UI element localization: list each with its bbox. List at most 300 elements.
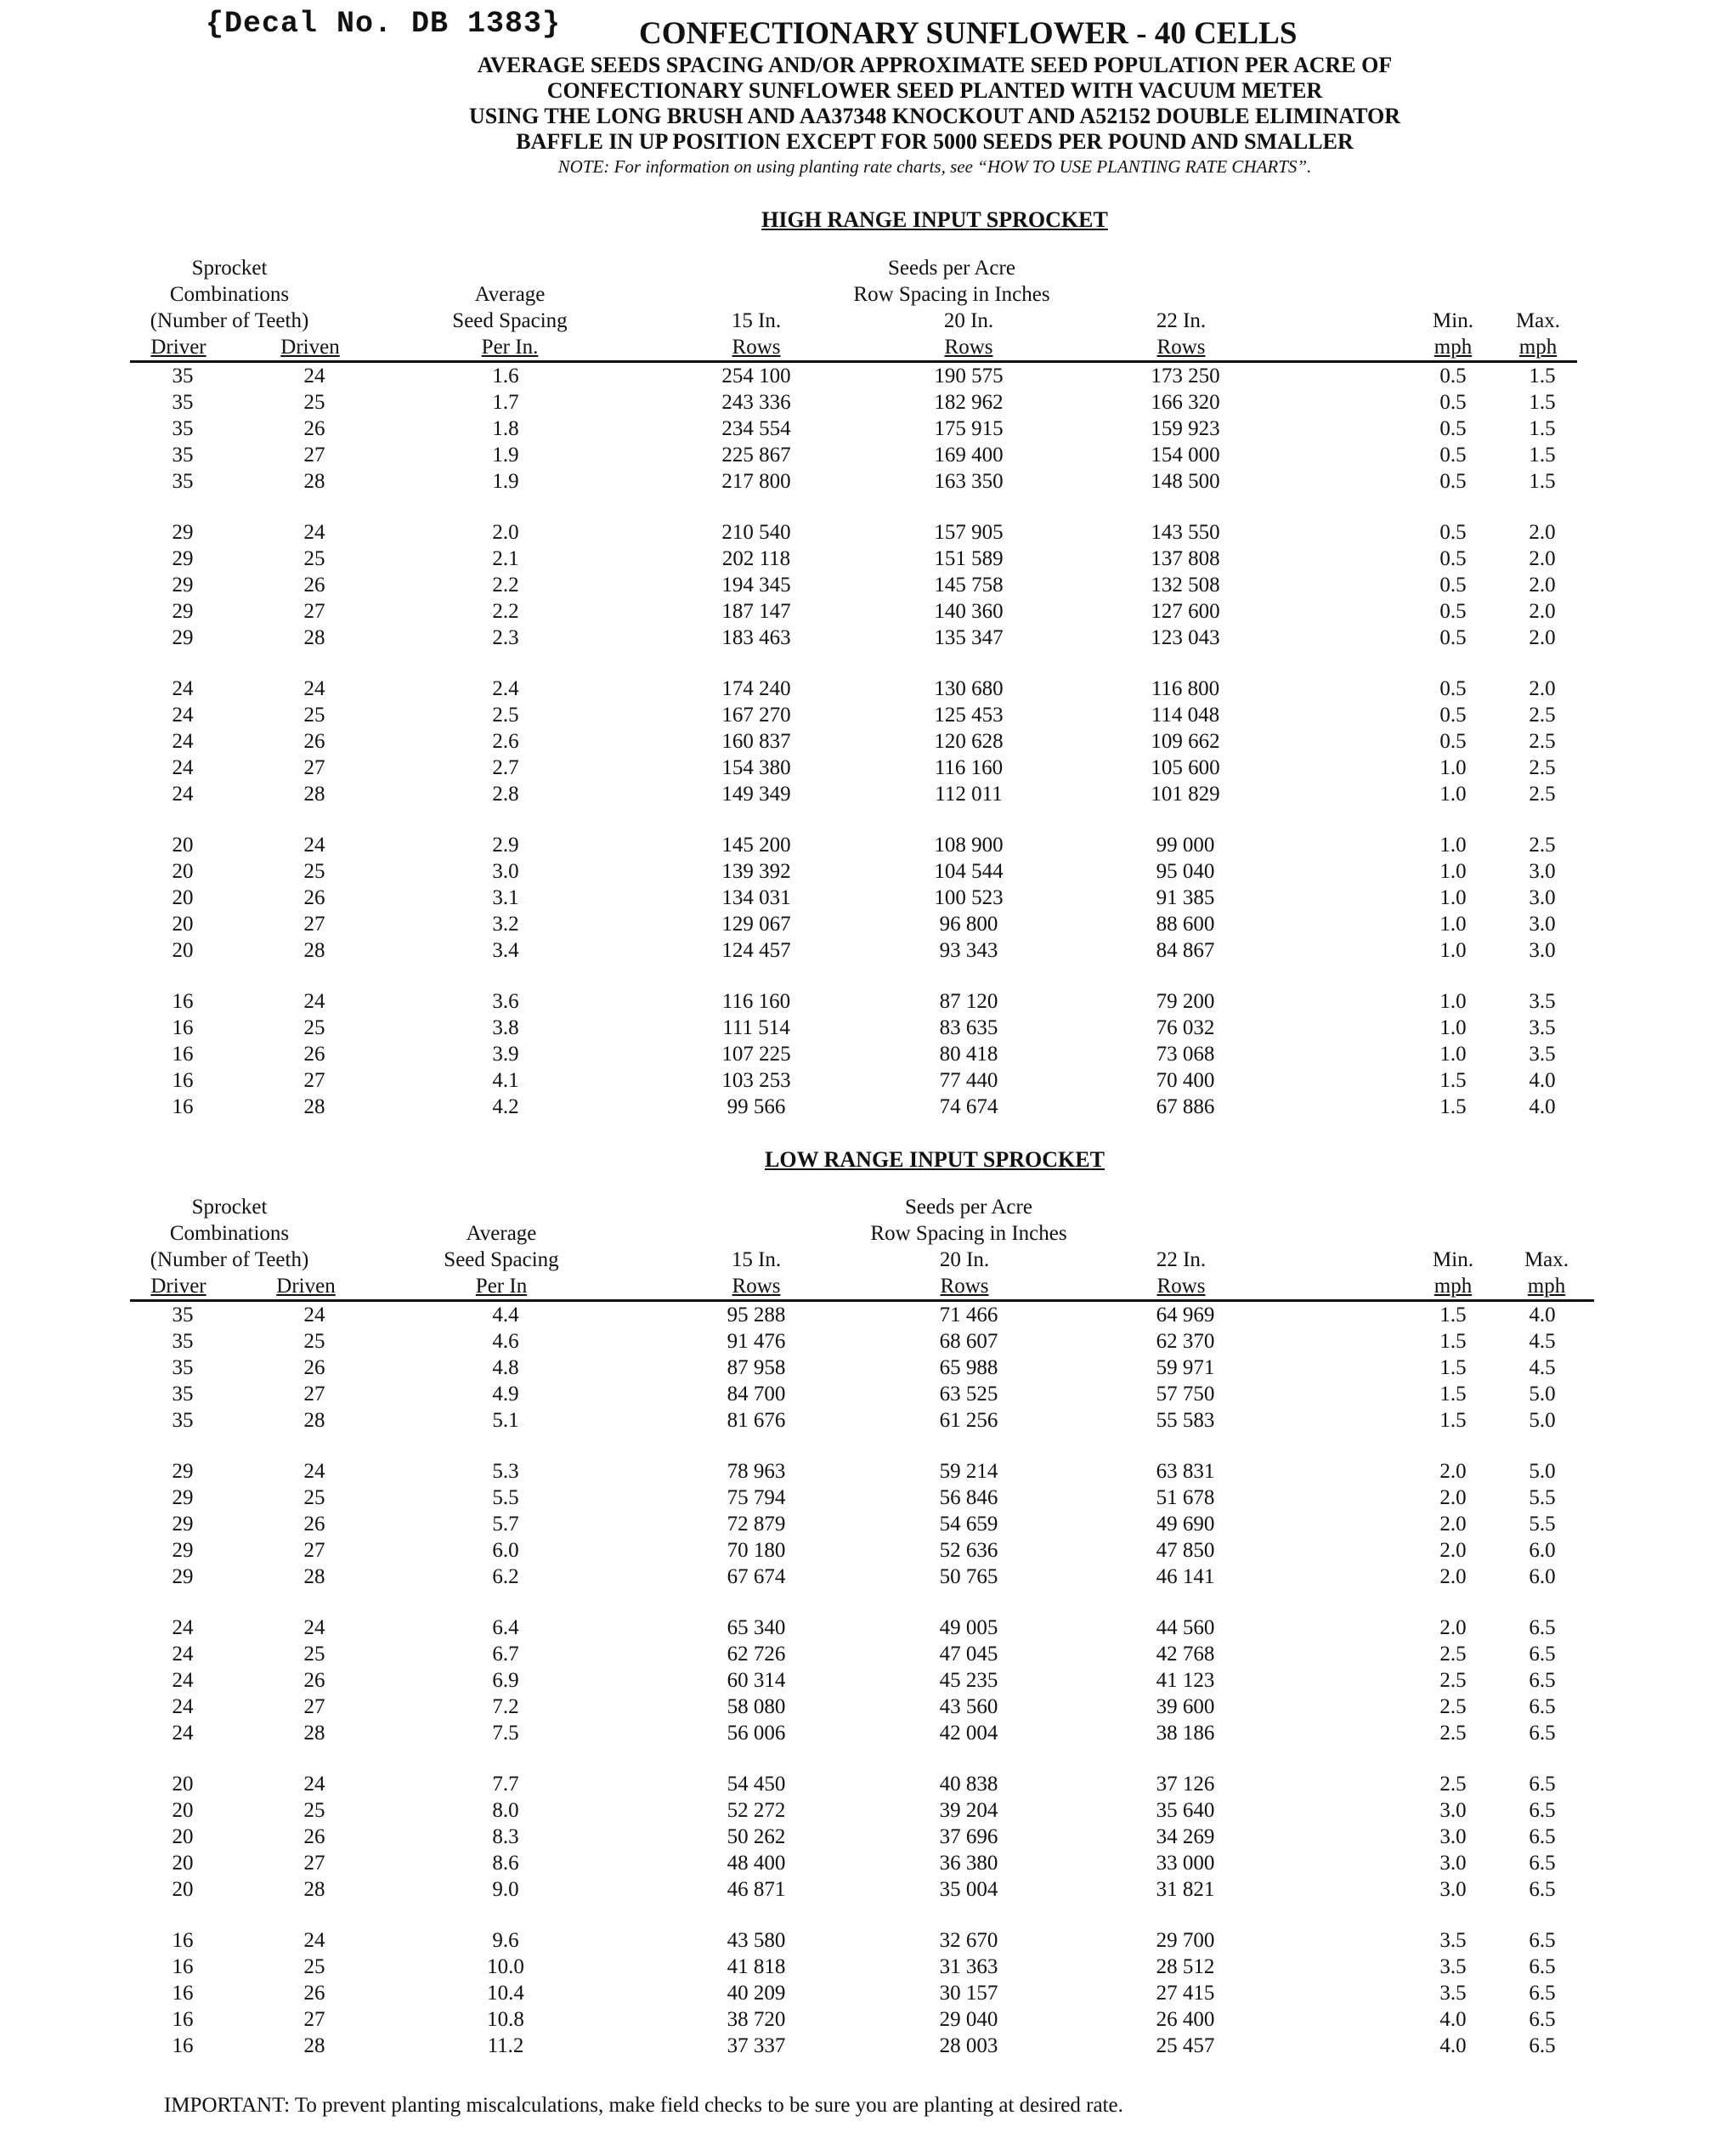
cell-rows-22in: 64 969 <box>1156 1304 1215 1326</box>
header-combinations: Combinations <box>169 283 290 306</box>
cell-rows-20in: 54 659 <box>939 1513 998 1536</box>
cell-rows-15in: 50 262 <box>727 1825 786 1848</box>
header-20in: 20 In. <box>943 309 994 332</box>
cell-max-mph: 3.0 <box>1529 860 1556 883</box>
cell-avg-spacing: 8.3 <box>492 1825 519 1848</box>
table-row <box>0 1485 1736 1511</box>
cell-driven: 26 <box>303 730 325 753</box>
cell-avg-spacing: 4.2 <box>492 1095 519 1118</box>
cell-min-mph: 1.5 <box>1439 1383 1467 1406</box>
cell-min-mph: 0.5 <box>1439 574 1467 597</box>
cell-min-mph: 1.0 <box>1439 913 1467 936</box>
cell-min-mph: 0.5 <box>1439 521 1467 544</box>
cell-avg-spacing: 1.8 <box>492 417 519 440</box>
cell-rows-15in: 60 314 <box>727 1669 786 1692</box>
cell-rows-22in: 137 808 <box>1151 547 1220 570</box>
cell-rows-15in: 107 225 <box>721 1043 791 1066</box>
cell-rows-20in: 35 004 <box>939 1878 998 1901</box>
cell-driven: 27 <box>303 600 325 623</box>
table-row <box>0 1615 1736 1641</box>
cell-min-mph: 1.0 <box>1439 1043 1467 1066</box>
cell-rows-22in: 25 457 <box>1156 2034 1215 2057</box>
cell-rows-15in: 167 270 <box>721 704 791 727</box>
cell-rows-22in: 73 068 <box>1156 1043 1215 1066</box>
cell-avg-spacing: 7.5 <box>492 1722 519 1745</box>
cell-driven: 26 <box>303 1982 325 2005</box>
cell-driver: 29 <box>172 1513 194 1536</box>
cell-driver: 20 <box>172 1799 194 1822</box>
cell-rows-22in: 57 750 <box>1156 1383 1215 1406</box>
cell-min-mph: 2.0 <box>1439 1565 1467 1588</box>
header-rows: Rows <box>944 336 993 359</box>
cell-max-mph: 2.0 <box>1529 547 1556 570</box>
cell-min-mph: 0.5 <box>1439 704 1467 727</box>
cell-rows-15in: 91 476 <box>727 1330 786 1353</box>
cell-rows-20in: 28 003 <box>939 2034 998 2057</box>
cell-rows-20in: 68 607 <box>939 1330 998 1353</box>
cell-min-mph: 0.5 <box>1439 444 1467 467</box>
cell-max-mph: 6.5 <box>1529 1695 1556 1718</box>
cell-max-mph: 3.5 <box>1529 990 1556 1013</box>
cell-min-mph: 3.0 <box>1439 1799 1467 1822</box>
cell-rows-22in: 123 043 <box>1151 626 1220 649</box>
table-row <box>0 1355 1736 1381</box>
header-min-mph: mph <box>1433 1275 1473 1298</box>
cell-max-mph: 6.5 <box>1529 1616 1556 1639</box>
table-row <box>0 1381 1736 1407</box>
cell-max-mph: 3.5 <box>1529 1016 1556 1039</box>
cell-min-mph: 0.5 <box>1439 391 1467 414</box>
cell-avg-spacing: 9.0 <box>492 1878 519 1901</box>
table-row <box>0 1824 1736 1850</box>
cell-rows-20in: 163 350 <box>934 470 1004 493</box>
cell-rows-20in: 36 380 <box>939 1852 998 1875</box>
table-row <box>0 468 1736 495</box>
cell-driven: 26 <box>303 1356 325 1379</box>
cell-max-mph: 2.5 <box>1529 730 1556 753</box>
cell-min-mph: 1.0 <box>1439 756 1467 779</box>
cell-rows-20in: 100 523 <box>934 886 1004 909</box>
cell-driver: 24 <box>172 783 194 806</box>
cell-avg-spacing: 3.2 <box>492 913 519 936</box>
cell-rows-20in: 145 758 <box>934 574 1004 597</box>
cell-driver: 20 <box>172 939 194 962</box>
cell-driver: 16 <box>172 990 194 1013</box>
table-row <box>0 1797 1736 1824</box>
header-15in: 15 In. <box>731 1248 782 1271</box>
cell-rows-22in: 47 850 <box>1156 1539 1215 1562</box>
cell-rows-15in: 81 676 <box>727 1409 786 1432</box>
cell-rows-22in: 39 600 <box>1156 1695 1215 1718</box>
cell-driven: 24 <box>303 365 325 387</box>
header-min-mph: mph <box>1433 336 1473 359</box>
cell-rows-20in: 43 560 <box>939 1695 998 1718</box>
cell-driver: 16 <box>172 1069 194 1092</box>
cell-max-mph: 3.0 <box>1529 886 1556 909</box>
table-row <box>0 937 1736 964</box>
table-row <box>0 572 1736 598</box>
cell-driver: 16 <box>172 1955 194 1978</box>
table-row <box>0 389 1736 416</box>
cell-min-mph: 2.5 <box>1439 1643 1467 1666</box>
header-combinations: Combinations <box>169 1222 290 1245</box>
cell-driver: 20 <box>172 860 194 883</box>
cell-avg-spacing: 3.8 <box>492 1016 519 1039</box>
cell-rows-20in: 30 157 <box>939 1982 998 2005</box>
subtitle-line: CONFECTIONARY SUNFLOWER SEED PLANTED WITH VACUUM METER <box>546 78 1323 103</box>
cell-avg-spacing: 6.0 <box>492 1539 519 1562</box>
cell-rows-15in: 67 674 <box>727 1565 786 1588</box>
cell-avg-spacing: 5.1 <box>492 1409 519 1432</box>
cell-avg-spacing: 10.8 <box>487 2008 524 2031</box>
cell-rows-15in: 194 345 <box>721 574 791 597</box>
cell-driver: 16 <box>172 1043 194 1066</box>
cell-rows-22in: 127 600 <box>1151 600 1220 623</box>
cell-avg-spacing: 2.3 <box>492 626 519 649</box>
header-number-of-teeth: (Number of Teeth) <box>150 1248 309 1271</box>
header-max: Max. <box>1515 309 1561 332</box>
cell-driver: 29 <box>172 1565 194 1588</box>
header-driven: Driven <box>276 1275 336 1298</box>
cell-rows-20in: 32 670 <box>939 1929 998 1952</box>
cell-min-mph: 4.0 <box>1439 2008 1467 2031</box>
table-row <box>0 2006 1736 2033</box>
cell-driven: 27 <box>303 1383 325 1406</box>
cell-avg-spacing: 5.3 <box>492 1460 519 1483</box>
cell-avg-spacing: 10.4 <box>487 1982 524 2005</box>
header-row-spacing: Row Spacing in Inches <box>870 1222 1067 1245</box>
cell-max-mph: 5.0 <box>1529 1409 1556 1432</box>
table-row <box>0 546 1736 572</box>
cell-rows-22in: 62 370 <box>1156 1330 1215 1353</box>
cell-avg-spacing: 8.6 <box>492 1852 519 1875</box>
table-row <box>0 1850 1736 1876</box>
cell-driven: 28 <box>303 1722 325 1745</box>
cell-rows-20in: 112 011 <box>935 783 1003 806</box>
table-row <box>0 363 1736 389</box>
cell-rows-15in: 43 580 <box>727 1929 786 1952</box>
cell-rows-22in: 46 141 <box>1156 1565 1215 1588</box>
cell-avg-spacing: 1.7 <box>492 391 519 414</box>
cell-avg-spacing: 2.7 <box>492 756 519 779</box>
cell-rows-15in: 41 818 <box>727 1955 786 1978</box>
cell-avg-spacing: 5.5 <box>492 1486 519 1509</box>
cell-min-mph: 0.5 <box>1439 547 1467 570</box>
cell-avg-spacing: 2.1 <box>492 547 519 570</box>
cell-driver: 20 <box>172 886 194 909</box>
cell-min-mph: 0.5 <box>1439 470 1467 493</box>
cell-max-mph: 6.5 <box>1529 1643 1556 1666</box>
table-row <box>0 911 1736 937</box>
header-driver: Driver <box>150 1275 206 1298</box>
cell-rows-15in: 52 272 <box>727 1799 786 1822</box>
cell-rows-22in: 33 000 <box>1156 1852 1215 1875</box>
cell-driven: 27 <box>303 756 325 779</box>
cell-rows-15in: 243 336 <box>721 391 791 414</box>
cell-rows-15in: 154 380 <box>721 756 791 779</box>
cell-rows-22in: 88 600 <box>1156 913 1215 936</box>
cell-rows-15in: 174 240 <box>721 677 791 700</box>
cell-avg-spacing: 2.8 <box>492 783 519 806</box>
cell-driven: 25 <box>303 391 325 414</box>
cell-rows-15in: 70 180 <box>727 1539 786 1562</box>
cell-driver: 24 <box>172 704 194 727</box>
cell-rows-15in: 202 118 <box>721 547 791 570</box>
cell-avg-spacing: 6.9 <box>492 1669 519 1692</box>
cell-driven: 28 <box>303 2034 325 2057</box>
cell-rows-20in: 175 915 <box>934 417 1004 440</box>
cell-driver: 20 <box>172 1825 194 1848</box>
cell-avg-spacing: 5.7 <box>492 1513 519 1536</box>
header-max-mph: mph <box>1527 1275 1566 1298</box>
cell-rows-15in: 56 006 <box>727 1722 786 1745</box>
cell-avg-spacing: 6.2 <box>492 1565 519 1588</box>
cell-max-mph: 4.5 <box>1529 1330 1556 1353</box>
cell-rows-20in: 29 040 <box>939 2008 998 2031</box>
table-row <box>0 625 1736 651</box>
cell-rows-22in: 63 831 <box>1156 1460 1215 1483</box>
cell-rows-22in: 76 032 <box>1156 1016 1215 1039</box>
cell-rows-20in: 108 900 <box>934 834 1004 857</box>
cell-avg-spacing: 1.9 <box>492 470 519 493</box>
cell-avg-spacing: 2.4 <box>492 677 519 700</box>
cell-max-mph: 6.5 <box>1529 1825 1556 1848</box>
cell-max-mph: 4.0 <box>1529 1095 1556 1118</box>
cell-rows-22in: 91 385 <box>1156 886 1215 909</box>
cell-rows-20in: 63 525 <box>939 1383 998 1406</box>
cell-min-mph: 3.0 <box>1439 1825 1467 1848</box>
cell-rows-20in: 87 120 <box>939 990 998 1013</box>
cell-driver: 24 <box>172 1722 194 1745</box>
cell-avg-spacing: 7.2 <box>492 1695 519 1718</box>
header-seeds-per-acre: Seeds per Acre <box>888 257 1015 280</box>
table-row <box>0 988 1736 1015</box>
cell-max-mph: 2.0 <box>1529 600 1556 623</box>
important-note: IMPORTANT: To prevent planting miscalculations, make field checks to be sure you are planting at desired rate. <box>164 2094 1123 2117</box>
cell-rows-22in: 166 320 <box>1151 391 1220 414</box>
cell-avg-spacing: 4.1 <box>492 1069 519 1092</box>
cell-min-mph: 1.5 <box>1439 1304 1467 1326</box>
cell-driven: 25 <box>303 1486 325 1509</box>
cell-rows-15in: 210 540 <box>721 521 791 544</box>
cell-rows-15in: 99 566 <box>727 1095 786 1118</box>
cell-driven: 24 <box>303 1773 325 1796</box>
cell-rows-15in: 62 726 <box>727 1643 786 1666</box>
cell-rows-22in: 105 600 <box>1151 756 1220 779</box>
header-max: Max. <box>1524 1248 1569 1271</box>
cell-rows-20in: 61 256 <box>939 1409 998 1432</box>
cell-rows-20in: 45 235 <box>939 1669 998 1692</box>
page-title: CONFECTIONARY SUNFLOWER - 40 CELLS <box>639 16 1298 51</box>
cell-driver: 29 <box>172 626 194 649</box>
header-rows: Rows <box>1156 1275 1206 1298</box>
cell-max-mph: 5.0 <box>1529 1383 1556 1406</box>
cell-rows-20in: 125 453 <box>934 704 1004 727</box>
table-row <box>0 832 1736 858</box>
cell-avg-spacing: 9.6 <box>492 1929 519 1952</box>
cell-driver: 24 <box>172 677 194 700</box>
cell-rows-22in: 148 500 <box>1151 470 1220 493</box>
cell-driver: 24 <box>172 1643 194 1666</box>
cell-rows-22in: 26 400 <box>1156 2008 1215 2031</box>
cell-rows-22in: 79 200 <box>1156 990 1215 1013</box>
table-row <box>0 1771 1736 1797</box>
cell-driven: 26 <box>303 417 325 440</box>
cell-rows-20in: 157 905 <box>934 521 1004 544</box>
table-row <box>0 1328 1736 1355</box>
cell-rows-20in: 52 636 <box>939 1539 998 1562</box>
cell-rows-22in: 38 186 <box>1156 1722 1215 1745</box>
cell-avg-spacing: 2.2 <box>492 574 519 597</box>
cell-driven: 24 <box>303 521 325 544</box>
header-average: Average <box>466 1222 537 1245</box>
cell-driven: 28 <box>303 1878 325 1901</box>
header-number-of-teeth: (Number of Teeth) <box>150 309 309 332</box>
cell-avg-spacing: 6.7 <box>492 1643 519 1666</box>
cell-max-mph: 2.0 <box>1529 677 1556 700</box>
cell-rows-22in: 109 662 <box>1151 730 1220 753</box>
cell-rows-15in: 139 392 <box>721 860 791 883</box>
cell-max-mph: 2.5 <box>1529 834 1556 857</box>
cell-rows-20in: 120 628 <box>934 730 1004 753</box>
cell-rows-15in: 37 337 <box>727 2034 786 2057</box>
cell-rows-20in: 169 400 <box>934 444 1004 467</box>
cell-rows-22in: 49 690 <box>1156 1513 1215 1536</box>
cell-rows-22in: 173 250 <box>1151 365 1220 387</box>
header-driven: Driven <box>280 336 340 359</box>
cell-rows-20in: 65 988 <box>939 1356 998 1379</box>
cell-min-mph: 2.0 <box>1439 1486 1467 1509</box>
cell-rows-15in: 46 871 <box>727 1878 786 1901</box>
cell-rows-15in: 87 958 <box>727 1356 786 1379</box>
header-min: Min. <box>1433 309 1473 332</box>
cell-rows-22in: 70 400 <box>1156 1069 1215 1092</box>
cell-min-mph: 2.5 <box>1439 1669 1467 1692</box>
header-seed-spacing: Seed Spacing <box>444 1248 559 1271</box>
cell-max-mph: 6.5 <box>1529 1773 1556 1796</box>
cell-driven: 26 <box>303 574 325 597</box>
cell-rows-20in: 130 680 <box>934 677 1004 700</box>
cell-min-mph: 0.5 <box>1439 417 1467 440</box>
cell-rows-15in: 129 067 <box>721 913 791 936</box>
cell-driver: 16 <box>172 1016 194 1039</box>
table-row <box>0 598 1736 625</box>
cell-driver: 35 <box>172 1409 194 1432</box>
cell-driven: 28 <box>303 939 325 962</box>
cell-rows-22in: 37 126 <box>1156 1773 1215 1796</box>
header-driver: Driver <box>150 336 206 359</box>
header-sprocket: Sprocket <box>191 257 268 280</box>
table-row <box>0 781 1736 807</box>
cell-min-mph: 4.0 <box>1439 2034 1467 2057</box>
header-sprocket: Sprocket <box>191 1196 268 1219</box>
cell-max-mph: 2.5 <box>1529 756 1556 779</box>
subtitle-line: USING THE LONG BRUSH AND AA37348 KNOCKOUT AND A52152 DOUBLE ELIMINATOR <box>468 104 1401 128</box>
cell-avg-spacing: 10.0 <box>487 1955 524 1978</box>
cell-rows-22in: 154 000 <box>1151 444 1220 467</box>
cell-max-mph: 3.0 <box>1529 939 1556 962</box>
cell-driven: 24 <box>303 1616 325 1639</box>
cell-rows-20in: 74 674 <box>939 1095 998 1118</box>
cell-avg-spacing: 1.6 <box>492 365 519 387</box>
header-seed-spacing: Seed Spacing <box>452 309 568 332</box>
cell-avg-spacing: 11.2 <box>487 2034 524 2057</box>
cell-driver: 20 <box>172 1878 194 1901</box>
cell-driven: 27 <box>303 2008 325 2031</box>
cell-rows-15in: 95 288 <box>727 1304 786 1326</box>
cell-max-mph: 6.0 <box>1529 1539 1556 1562</box>
cell-avg-spacing: 4.6 <box>492 1330 519 1353</box>
cell-driven: 27 <box>303 913 325 936</box>
cell-driver: 20 <box>172 834 194 857</box>
cell-rows-22in: 99 000 <box>1156 834 1215 857</box>
cell-avg-spacing: 3.4 <box>492 939 519 962</box>
cell-driven: 26 <box>303 1513 325 1536</box>
cell-min-mph: 3.5 <box>1439 1982 1467 2005</box>
cell-rows-22in: 114 048 <box>1151 704 1220 727</box>
table-row <box>0 728 1736 755</box>
cell-rows-15in: 254 100 <box>721 365 791 387</box>
cell-rows-22in: 28 512 <box>1156 1955 1215 1978</box>
cell-rows-22in: 27 415 <box>1156 1982 1215 2005</box>
cell-driven: 25 <box>303 704 325 727</box>
cell-rows-20in: 77 440 <box>939 1069 998 1092</box>
note-text: NOTE: For information on using planting rate charts, see “HOW TO USE PLANTING RATE CHARTS”. <box>557 156 1312 177</box>
header-seeds-per-acre: Seeds per Acre <box>905 1196 1032 1219</box>
cell-min-mph: 3.0 <box>1439 1878 1467 1901</box>
cell-rows-22in: 101 829 <box>1151 783 1220 806</box>
table-row <box>0 1511 1736 1537</box>
table-row <box>0 858 1736 885</box>
cell-avg-spacing: 3.1 <box>492 886 519 909</box>
cell-rows-15in: 84 700 <box>727 1383 786 1406</box>
table-row <box>0 1302 1736 1328</box>
cell-rows-15in: 145 200 <box>721 834 791 857</box>
cell-driven: 25 <box>303 860 325 883</box>
cell-driver: 24 <box>172 1616 194 1639</box>
header-22in: 22 In. <box>1156 309 1207 332</box>
table-row <box>0 1094 1736 1120</box>
cell-rows-22in: 59 971 <box>1156 1356 1215 1379</box>
cell-driven: 25 <box>303 547 325 570</box>
cell-rows-20in: 80 418 <box>939 1043 998 1066</box>
cell-max-mph: 6.5 <box>1529 1955 1556 1978</box>
cell-avg-spacing: 2.6 <box>492 730 519 753</box>
cell-min-mph: 2.0 <box>1439 1616 1467 1639</box>
cell-rows-20in: 83 635 <box>939 1016 998 1039</box>
cell-rows-15in: 124 457 <box>721 939 791 962</box>
cell-avg-spacing: 3.6 <box>492 990 519 1013</box>
cell-driven: 28 <box>303 626 325 649</box>
cell-driver: 20 <box>172 913 194 936</box>
cell-rows-15in: 58 080 <box>727 1695 786 1718</box>
table-row <box>0 1041 1736 1067</box>
cell-max-mph: 6.5 <box>1529 1878 1556 1901</box>
cell-driver: 24 <box>172 1669 194 1692</box>
cell-rows-22in: 116 800 <box>1151 677 1220 700</box>
cell-rows-22in: 159 923 <box>1151 417 1220 440</box>
cell-rows-20in: 151 589 <box>934 547 1004 570</box>
cell-rows-22in: 35 640 <box>1156 1799 1215 1822</box>
cell-rows-22in: 84 867 <box>1156 939 1215 962</box>
cell-max-mph: 3.0 <box>1529 913 1556 936</box>
cell-driven: 25 <box>303 1016 325 1039</box>
cell-min-mph: 1.0 <box>1439 886 1467 909</box>
cell-rows-15in: 217 800 <box>721 470 791 493</box>
cell-min-mph: 1.5 <box>1439 1356 1467 1379</box>
cell-rows-20in: 42 004 <box>939 1722 998 1745</box>
header-min: Min. <box>1433 1248 1473 1271</box>
